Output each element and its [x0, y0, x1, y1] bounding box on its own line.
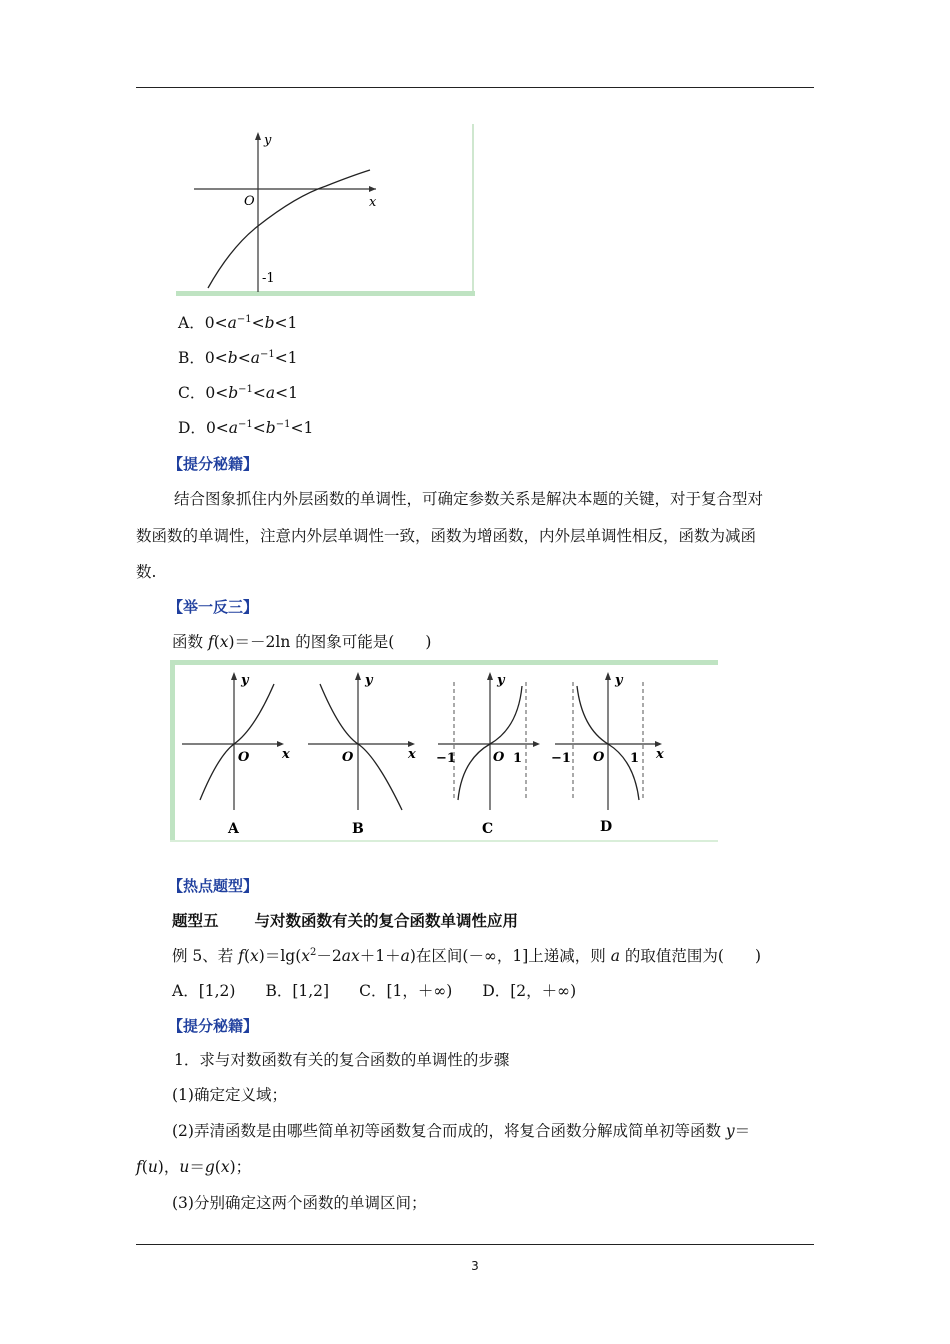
header-rule: [136, 87, 814, 88]
graph-b-y-label: y: [365, 673, 373, 688]
option-b: B．$0<b<a^{-1}<1$: [178, 349, 298, 367]
option-d: D．$0<a^{-1}<b^{-1}<1$: [178, 419, 314, 437]
choice-d: D．[2，＋∞): [482, 982, 577, 1000]
graph-a: [182, 672, 290, 837]
x-axis-arrow-icon: [369, 186, 376, 192]
type-title: 题型五 与对数函数有关的复合函数单调性应用: [172, 911, 519, 930]
graph-d-letter: D: [600, 819, 613, 835]
graph-c-x-arrow-icon: [533, 741, 540, 747]
figure-log-curve: [176, 122, 476, 300]
graph-a-x-label: x: [282, 747, 290, 762]
page-number: 3: [471, 1259, 479, 1273]
example-choices: [172, 981, 850, 1001]
graph-d-pos-label: 1: [630, 751, 640, 766]
choice-c: C．[1，＋∞): [359, 982, 453, 1000]
graph-b-x-label: x: [408, 747, 416, 762]
x-label: x: [369, 195, 377, 210]
graph-a-curve: [200, 684, 274, 800]
step-1: (1)确定定义域；: [172, 1086, 287, 1104]
option-c: C．$0<b^{-1}<a<1$: [178, 384, 299, 402]
graph-a-y-label: y: [241, 673, 249, 688]
graph-b-origin: O: [342, 750, 354, 765]
graph-d-y-label: y: [615, 673, 623, 688]
graph-c-neg-label: −1: [436, 751, 456, 766]
tip1-line2: 数函数的单调性，注意内外层单调性一致，函数为增函数，内外层单调性相反，函数为减函: [136, 527, 757, 545]
step-2-line2: f(u)，u＝g(x)；: [136, 1158, 252, 1176]
footer-rule: [136, 1244, 814, 1245]
tip-heading-2: 【提分秘籍】: [168, 1017, 259, 1035]
example-5: 例 5、若 $f(x)=\lg(x^2-2ax+1+a)$在区间(－∞，1]上递减，则 a 的取值范围为( ): [172, 947, 761, 965]
origin-label: O: [244, 194, 255, 209]
hot-heading: 【热点题型】: [168, 877, 259, 895]
panel-top-band: [170, 660, 718, 665]
graph-c-y-arrow-icon: [487, 672, 493, 680]
tip1-line1: 结合图象抓住内外层函数的单调性，可确定参数关系是解决本题的关键，对于复合型对: [174, 490, 764, 508]
step-2-line1: (2)弄清函数是由哪些简单初等函数复合而成的，将复合函数分解成简单初等函数 y＝: [172, 1122, 751, 1140]
y-axis-arrow-icon: [255, 132, 261, 140]
graph-b: [308, 672, 416, 837]
graph-a-letter: A: [228, 821, 239, 837]
practice-question: 函数 f(x)＝－2ln 的图象可能是( ): [172, 633, 432, 651]
graph-c: [436, 672, 540, 837]
graph-a-y-arrow-icon: [231, 672, 237, 680]
graph-c-pos-label: 1: [513, 751, 523, 766]
graph-options-figure: [170, 660, 720, 845]
graph-d-origin: O: [593, 750, 605, 765]
figure-bottom-band: [176, 291, 475, 296]
graph-a-origin: O: [238, 750, 250, 765]
log-curve: [208, 170, 370, 288]
tip1-line3: 数.: [136, 563, 157, 581]
graph-c-letter: C: [482, 821, 494, 837]
graph-b-curve: [320, 684, 402, 810]
graph-c-y-label: y: [497, 673, 505, 688]
practice-heading: 【举一反三】: [168, 598, 259, 616]
graph-d: [551, 672, 664, 835]
graph-d-y-arrow-icon: [605, 672, 611, 680]
choice-a: A．[1,2): [172, 982, 236, 1000]
option-a: A．$0<a^{-1}<b<1$: [178, 314, 298, 332]
graph-b-y-arrow-icon: [355, 672, 361, 680]
step-title: 1．求与对数函数有关的复合函数的单调性的步骤: [174, 1051, 510, 1069]
panel-left-band: [170, 660, 175, 842]
tip-heading-1: 【提分秘籍】: [168, 455, 259, 473]
choice-b: B．[1,2]: [265, 982, 330, 1000]
y-label: y: [264, 133, 272, 148]
graph-d-neg-label: −1: [551, 751, 571, 766]
graph-d-x-label: x: [656, 747, 664, 762]
graph-c-origin: O: [493, 750, 505, 765]
step-3: (3)分别确定这两个函数的单调区间；: [172, 1194, 427, 1212]
neg-one-label: -1: [262, 271, 275, 286]
graph-b-letter: B: [352, 821, 364, 837]
